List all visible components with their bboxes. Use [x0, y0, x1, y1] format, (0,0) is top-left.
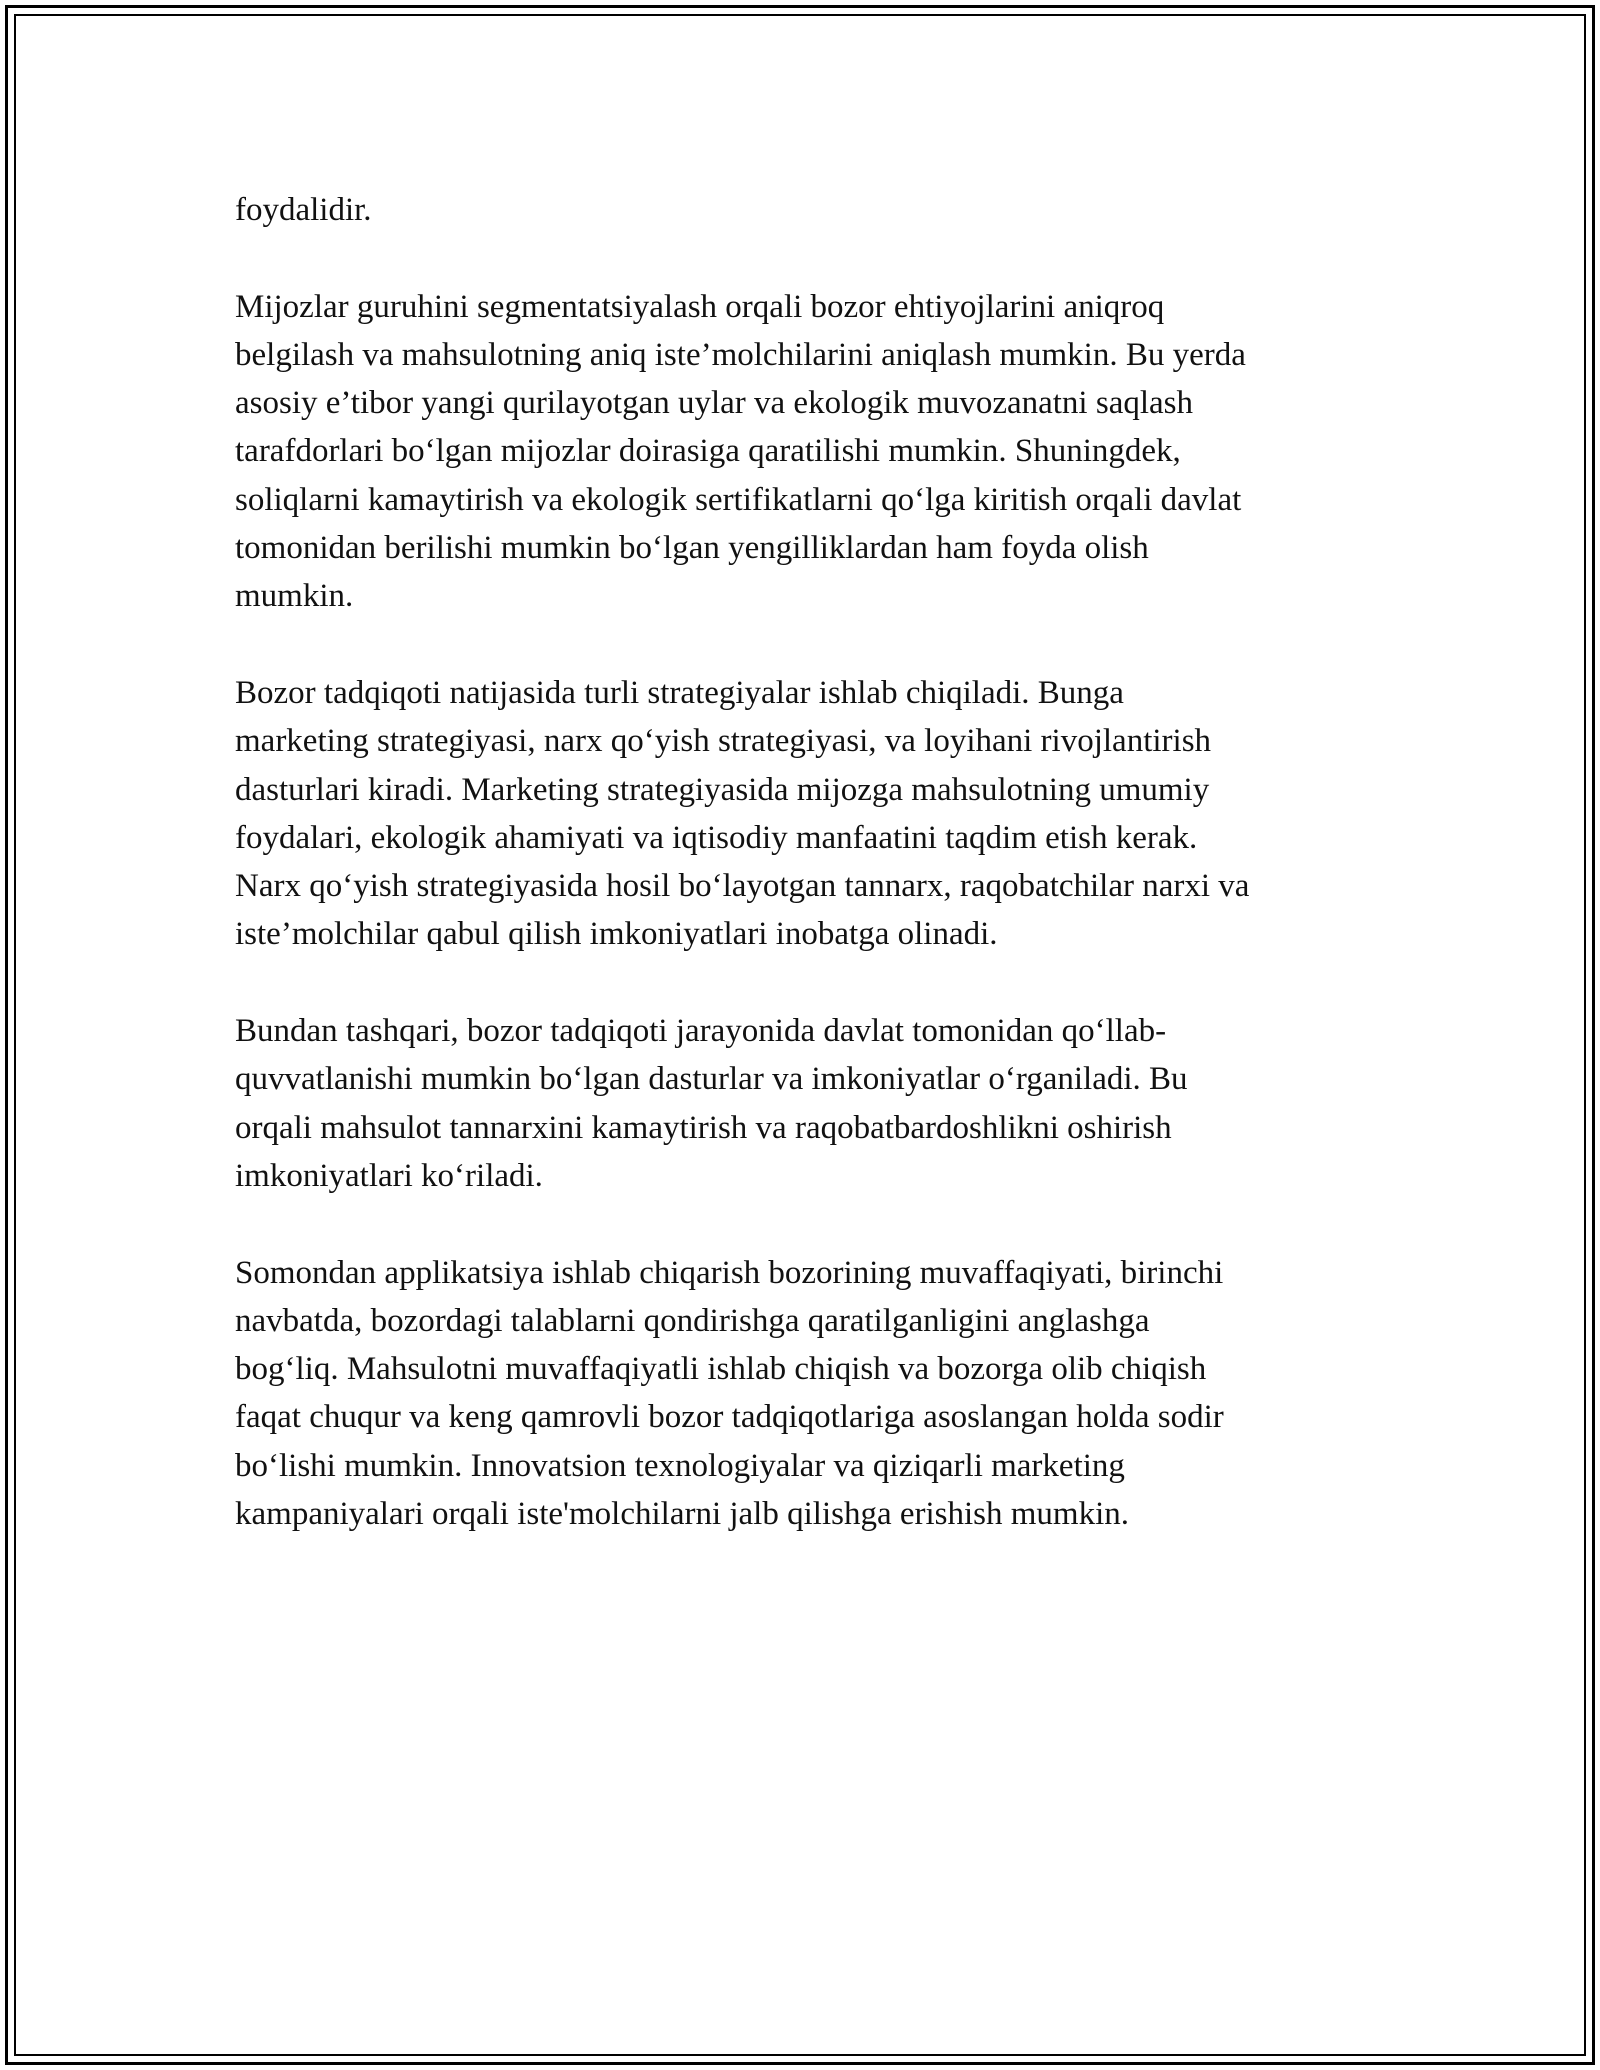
text-line: Narx qo‘yish strategiyasida hosil bo‘layotgan tannarx, raqobatchilar narxi va — [235, 868, 1250, 905]
text-line: kampaniyalari orqali iste'molchilarni jalb qilishga erishish mumkin. — [235, 1496, 1130, 1533]
text-line: marketing strategiyasi, narx qo‘yish strategiyasi, va loyihani rivojlantirish — [235, 723, 1212, 760]
document-body — [235, 186, 1385, 1538]
text-line: mumkin. — [235, 578, 354, 615]
text-line: tomonidan berilishi mumkin bo‘lgan yengilliklardan ham foyda olish — [235, 530, 1149, 567]
text-line: foydalari, ekologik ahamiyati va iqtisodiy manfaatini taqdim etish kerak. — [235, 819, 1198, 856]
text-line: quvvatlanishi mumkin bo‘lgan dasturlar va imkoniyatlar o‘rganiladi. Bu — [235, 1061, 1188, 1098]
text-line: iste’molchilar qabul qilish imkoniyatlari inobatga olinadi. — [235, 916, 998, 953]
text-line: tarafdorlari bo‘lgan mijozlar doirasiga qaratilishi mumkin. Shuningdek, — [235, 433, 1181, 470]
text-line: navbatda, bozordagi talablarni qondirishga qaratilganligini anglashga — [235, 1302, 1150, 1339]
text-line: imkoniyatlari ko‘riladi. — [235, 1157, 543, 1194]
text-line: foydalidir. — [235, 192, 372, 228]
paragraph-4 — [235, 1007, 1385, 1200]
text-line: Bundan tashqari, bozor tadqiqoti jarayonida davlat tomonidan qo‘llab- — [235, 1013, 1167, 1050]
text-line: Mijozlar guruhini segmentatsiyalash orqali bozor ehtiyojlarini aniqroq — [235, 288, 1165, 325]
text-line: bog‘liq. Mahsulotni muvaffaqiyatli ishlab chiqish va bozorga olib chiqish — [235, 1351, 1207, 1388]
text-line: dasturlari kiradi. Marketing strategiyasida mijozga mahsulotning umumiy — [235, 771, 1210, 808]
paragraph-2 — [235, 283, 1385, 621]
text-line: faqat chuqur va keng qamrovli bozor tadqiqotlariga asoslangan holda sodir — [235, 1399, 1224, 1436]
text-line: belgilash va mahsulotning aniq iste’molchilarini aniqlash mumkin. Bu yerda — [235, 336, 1246, 373]
text-line: asosiy e’tibor yangi qurilayotgan uylar va ekologik muvozanatni saqlash — [235, 385, 1193, 422]
paragraph-3 — [235, 669, 1385, 959]
text-line: soliqlarni kamaytirish va ekologik sertifikatlarni qo‘lga kiritish orqali davlat — [235, 481, 1242, 518]
paragraph-1 — [235, 186, 1385, 234]
text-line: Somondan applikatsiya ishlab chiqarish bozorining muvaffaqiyati, birinchi — [235, 1254, 1224, 1291]
text-line: Bozor tadqiqoti natijasida turli strategiyalar ishlab chiqiladi. Bunga — [235, 674, 1124, 711]
text-line: orqali mahsulot tannarxini kamaytirish va raqobatbardoshlikni oshirish — [235, 1109, 1172, 1146]
text-line: bo‘lishi mumkin. Innovatsion texnologiyalar va qiziqarli marketing — [235, 1447, 1125, 1484]
paragraph-5 — [235, 1249, 1385, 1539]
